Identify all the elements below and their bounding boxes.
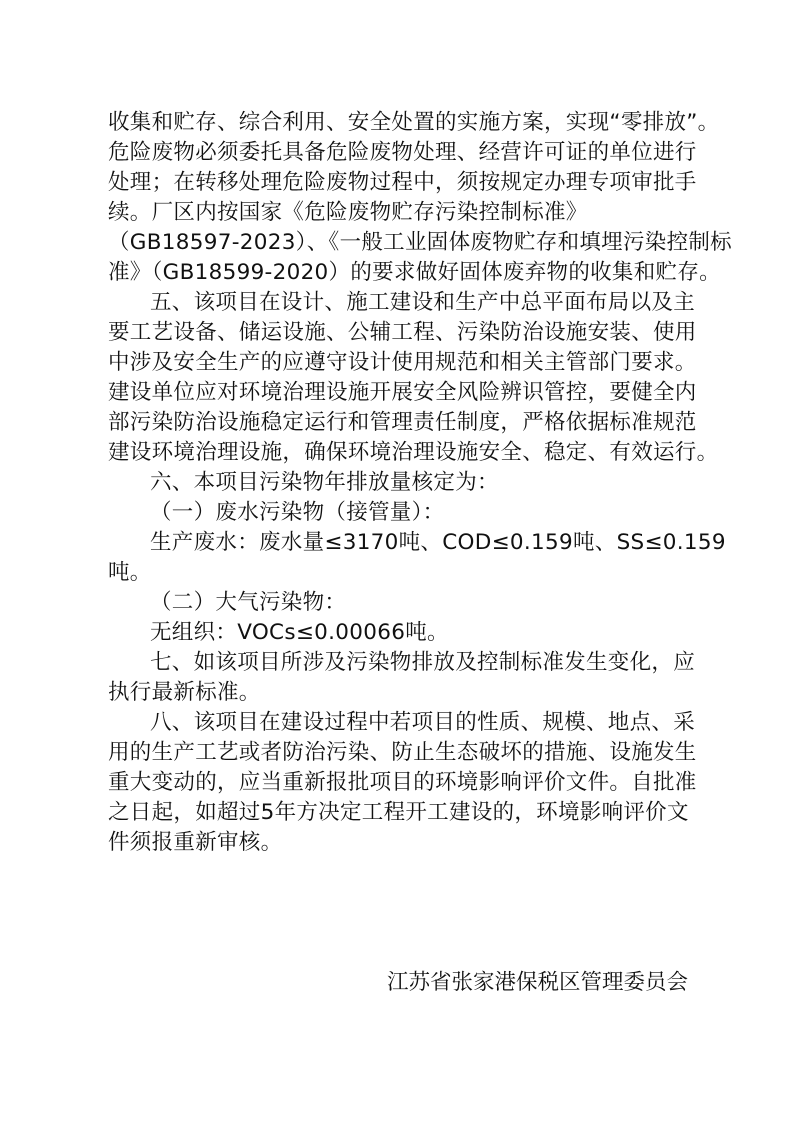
paragraph-line: （一）废水污染物（接管量）： [150,500,445,525]
paragraph-line: 之日起，如超过5年方决定工程开工建设的，环境影响评价文 [108,800,689,825]
paragraph-line: 件须报重新审核。 [108,830,283,855]
paragraph-line: 重大变动的，应当重新报批项目的环境影响评价文件。自批准 [108,770,697,795]
paragraph-line: 吨。 [108,560,152,585]
paragraph-line: 用的生产工艺或者防治污染、防止生态破坏的措施、设施发生 [108,740,697,765]
paragraph-line: 要工艺设备、储运设施、公辅工程、污染防治设施安装、使用 [108,320,697,345]
paragraph-line: 准》（GB18599-2020）的要求做好固体废弃物的收集和贮存。 [108,260,721,285]
paragraph-line: 收集和贮存、综合利用、安全处置的实施方案，实现“零排放”。 [108,110,720,135]
paragraph-line: 七、如该项目所涉及污染物排放及控制标准发生变化，应 [150,650,696,675]
paragraph-line: （GB18597-2023）、《一般工业固体废物贮存和填埋污染控制标 [108,230,732,255]
paragraph-line: 无组织：VOCs≤0.00066吨。 [150,620,449,645]
paragraph-line: 部污染防治设施稳定运行和管理责任制度，严格依据标准规范 [108,410,697,435]
paragraph-line: 危险废物必须委托具备危险废物处理、经营许可证的单位进行 [108,140,697,165]
paragraph-line: 建设单位应对环境治理设施开展安全风险辨识管控，要健全内 [108,380,697,405]
paragraph-line: 中涉及安全生产的应遵守设计使用规范和相关主管部门要求。 [108,350,697,375]
paragraph-line: 生产废水：废水量≤3170吨、COD≤0.159吨、SS≤0.159 [150,530,726,555]
paragraph-line: 建设环境治理设施，确保环境治理设施安全、稳定、有效运行。 [108,440,719,465]
paragraph-line: 处理；在转移处理危险废物过程中，须按规定办理专项审批手 [108,170,697,195]
issuer-signature: 江苏省张家港保税区管理委员会 [386,970,688,995]
paragraph-line: 续。厂区内按国家《危险废物贮存污染控制标准》 [108,200,588,225]
paragraph-line: 执行最新标准。 [108,680,261,705]
paragraph-line: （二）大气污染物： [150,590,347,615]
paragraph-line: 八、该项目在建设过程中若项目的性质、规模、地点、采 [150,710,696,735]
paragraph-line: 五、该项目在设计、施工建设和生产中总平面布局以及主 [150,290,696,315]
paragraph-line: 六、本项目污染物年排放量核定为： [150,470,499,495]
